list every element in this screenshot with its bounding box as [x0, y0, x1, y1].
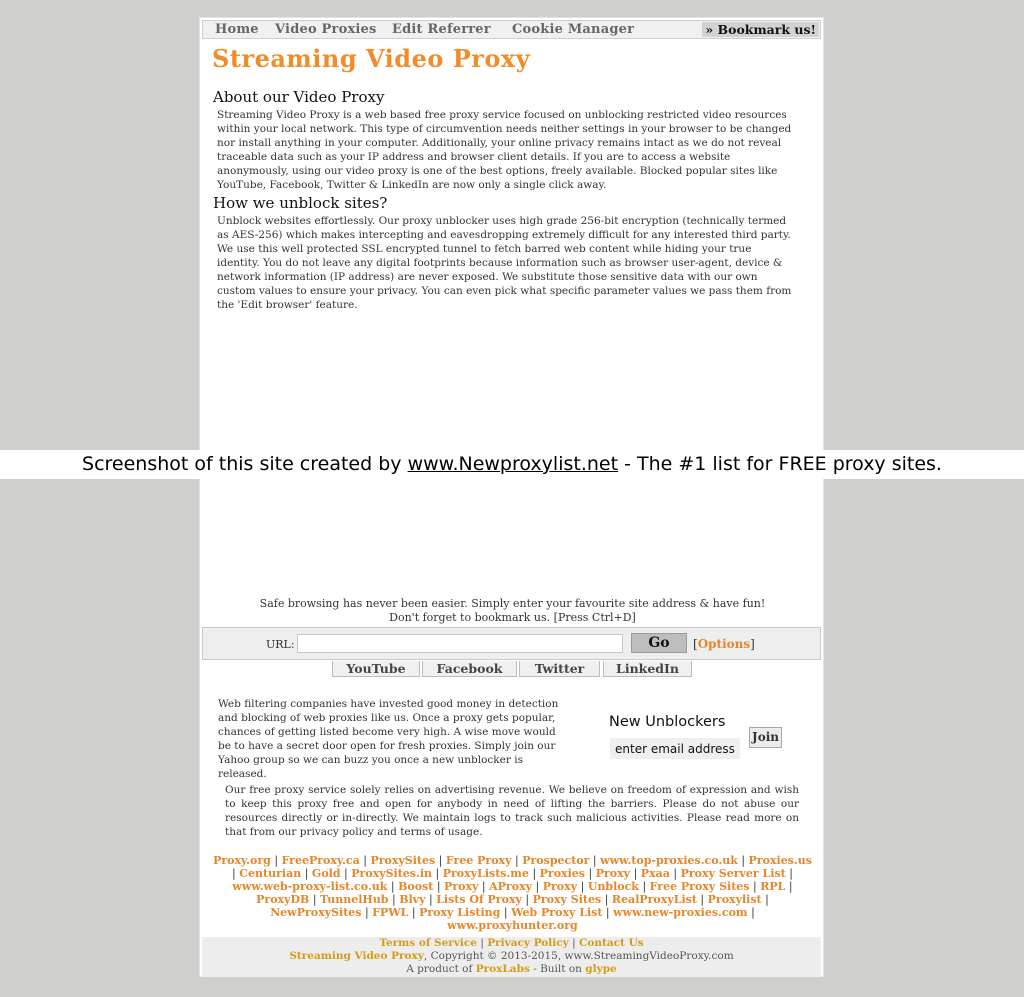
- url-label: URL:: [266, 638, 295, 651]
- proxy-link[interactable]: RPL: [760, 880, 786, 893]
- proxy-link[interactable]: ProxyLists.me: [442, 867, 529, 880]
- proxy-link[interactable]: Centurian: [239, 867, 302, 880]
- proxy-link[interactable]: Proxy Server List: [680, 867, 786, 880]
- how-text: Unblock websites effortlessly. Our proxy unblocker uses high grade 256-bit encryption (technically termed as AES-256) which makes intercepting and eavesdropping extremely difficult for any interested third party. We use this well protected SSL encrypted tunnel to fetch barred web content while hiding your true identity. You do not leave any digital footprints because information such as browser user-agent, device & network information (IP address) are never exposed. We substitute those sensitive data with our own custom values to ensure your privacy. You can even pick what specific parameter values we pass them from the 'Edit browser' feature.: [217, 215, 792, 311]
- url-input[interactable]: [297, 634, 623, 653]
- proxy-link[interactable]: FreeProxy.ca: [281, 854, 360, 867]
- nav-home[interactable]: Home: [215, 22, 259, 37]
- proxy-link[interactable]: Prospector: [522, 854, 590, 867]
- proxy-link-separator: |: [605, 906, 610, 919]
- proxy-link-separator: |: [752, 880, 757, 893]
- proxy-link[interactable]: FPWL: [372, 906, 409, 919]
- quick-link-youtube[interactable]: YouTube: [332, 661, 420, 677]
- proxy-link-separator: |: [532, 867, 537, 880]
- proxy-link-separator: |: [364, 906, 369, 919]
- proxy-link-separator: |: [436, 880, 441, 893]
- site-title: Streaming Video Proxy: [212, 44, 531, 73]
- go-button[interactable]: Go: [631, 633, 687, 653]
- proxy-link-separator: |: [304, 867, 309, 880]
- proxy-link[interactable]: NewProxySites: [270, 906, 362, 919]
- footer-sep-1: |: [480, 937, 484, 949]
- quick-link-facebook[interactable]: Facebook: [422, 661, 517, 677]
- nav-video-proxies[interactable]: Video Proxies: [275, 22, 377, 37]
- proxy-link-separator: |: [788, 880, 793, 893]
- proxy-link-separator: |: [580, 880, 585, 893]
- proxy-link-separator: |: [344, 867, 348, 880]
- proxy-link[interactable]: Proxy Sites: [532, 893, 602, 906]
- proxy-link[interactable]: www.proxyhunter.org: [447, 919, 578, 932]
- proxy-link-separator: |: [592, 854, 597, 867]
- proxy-link[interactable]: Blvy: [399, 893, 426, 906]
- proxy-link-separator: |: [741, 854, 746, 867]
- proxy-link-separator: |: [751, 906, 755, 919]
- tagline-line-1: Safe browsing has never been easier. Simply enter your favourite site address & have fun!: [259, 597, 766, 610]
- privacy-link[interactable]: Privacy Policy: [487, 937, 569, 949]
- proxy-link[interactable]: Pxaa: [640, 867, 670, 880]
- contact-link[interactable]: Contact Us: [579, 937, 644, 949]
- proxy-link-separator: |: [535, 880, 540, 893]
- how-heading: How we unblock sites?: [213, 194, 388, 212]
- proxy-link-separator: |: [789, 867, 793, 880]
- proxy-link[interactable]: Proxies: [539, 867, 585, 880]
- page-container: [199, 17, 824, 977]
- options-wrapper: [693, 637, 755, 651]
- footer-built-on: - Built on: [529, 963, 586, 975]
- new-unblockers-heading: New Unblockers: [609, 714, 726, 730]
- tagline: [200, 597, 825, 625]
- proxy-link-separator: |: [503, 906, 508, 919]
- proxy-link-separator: |: [515, 854, 519, 867]
- options-link[interactable]: Options: [697, 637, 751, 651]
- banner-link[interactable]: www.Newproxylist.net: [407, 453, 619, 475]
- proxy-link[interactable]: ProxySites.in: [351, 867, 433, 880]
- proxy-link-separator: |: [428, 893, 433, 906]
- banner-suffix: - The #1 list for FREE proxy sites.: [618, 453, 942, 475]
- proxy-link-separator: |: [642, 880, 647, 893]
- banner-prefix: Screenshot of this site created by: [82, 453, 408, 475]
- group-text: Web filtering companies have invested good money in detection and blocking of web proxies like us. Once a proxy gets popular, chances of getting listed become very high. A wise move would be to have a secret door open for fresh proxies. Simply join our Yahoo group so we can buzz you once a new unblocker is released.: [218, 698, 559, 780]
- proxy-link[interactable]: Unblock: [587, 880, 639, 893]
- screenshot-banner: [0, 450, 1024, 479]
- revenue-text: Our free proxy service solely relies on advertising revenue. We believe on freedom of expression and wish to keep this proxy free and open for anybody in need of lifting the barriers. Please do not abuse our resources directly or in-directly. We maintain logs to track such malicious activities. Please read more on that from our privacy policy and terms of usage.: [225, 784, 799, 838]
- proxy-link[interactable]: ProxyDB: [256, 893, 310, 906]
- proxy-link-separator: |: [481, 880, 486, 893]
- proxy-link-separator: |: [700, 893, 705, 906]
- proxy-link[interactable]: AProxy: [489, 880, 533, 893]
- bookmark-button[interactable]: » Bookmark us!: [702, 22, 819, 37]
- proxy-link-separator: |: [633, 867, 638, 880]
- proxy-link-separator: |: [604, 893, 609, 906]
- top-nav: [202, 20, 821, 39]
- footer-product-prefix: A product of: [406, 963, 476, 975]
- footer-copyright-row: [202, 950, 821, 963]
- proxy-link[interactable]: Free Proxy Sites: [649, 880, 750, 893]
- proxy-link[interactable]: Free Proxy: [445, 854, 512, 867]
- proxy-link-separator: |: [525, 893, 530, 906]
- proxy-link-separator: |: [588, 867, 593, 880]
- proxy-links: [210, 854, 815, 932]
- nav-cookie-manager[interactable]: Cookie Manager: [512, 22, 635, 37]
- proxy-link[interactable]: ProxySites: [370, 854, 436, 867]
- proxy-link-separator: |: [363, 854, 367, 867]
- quick-link-twitter[interactable]: Twitter: [519, 661, 600, 677]
- proxy-link-separator: |: [765, 893, 769, 906]
- proxy-link-separator: |: [232, 867, 236, 880]
- proxy-link[interactable]: Proxy.org: [213, 854, 271, 867]
- url-bar: [202, 627, 821, 660]
- proxy-link-separator: |: [673, 867, 678, 880]
- proxy-link[interactable]: www.new-proxies.com: [613, 906, 748, 919]
- footer-product-row: [202, 963, 821, 976]
- proxy-link[interactable]: www.top-proxies.co.uk: [600, 854, 738, 867]
- options-bracket-open: [: [693, 637, 698, 651]
- proxy-link[interactable]: Proxy Listing: [419, 906, 501, 919]
- proxy-link-separator: |: [438, 854, 443, 867]
- proxy-link-separator: |: [274, 854, 279, 867]
- proxy-link[interactable]: Gold: [311, 867, 341, 880]
- proxy-link[interactable]: RealProxyList: [611, 893, 697, 906]
- proxy-link[interactable]: Web Proxy List: [511, 906, 603, 919]
- options-bracket-close: ]: [750, 637, 755, 651]
- footer-sep-2: |: [572, 937, 576, 949]
- proxy-link-separator: |: [435, 867, 440, 880]
- proxlabs-link[interactable]: ProxLabs: [475, 963, 530, 975]
- proxy-link-separator: |: [411, 906, 416, 919]
- proxy-link[interactable]: Proxy: [542, 880, 578, 893]
- footer-copyright: , Copyright © 2013-2015, www.StreamingVideoProxy.com: [423, 950, 734, 962]
- proxy-link[interactable]: Proxy: [595, 867, 631, 880]
- proxy-link[interactable]: Proxies.us: [748, 854, 812, 867]
- glype-link[interactable]: glype: [585, 963, 617, 975]
- join-button[interactable]: Join: [749, 727, 782, 748]
- proxy-link-separator: |: [312, 893, 317, 906]
- email-input[interactable]: [610, 738, 740, 759]
- footer-links-row: [202, 937, 821, 950]
- quick-link-linkedin[interactable]: LinkedIn: [603, 661, 692, 677]
- footer: [202, 937, 821, 977]
- footer-brand-link[interactable]: Streaming Video Proxy: [289, 950, 424, 962]
- proxy-link[interactable]: Boost: [398, 880, 434, 893]
- proxy-link[interactable]: www.web-proxy-list.co.uk: [232, 880, 388, 893]
- proxy-link[interactable]: Proxy: [444, 880, 479, 893]
- proxy-link-separator: |: [390, 880, 395, 893]
- tagline-line-2: Don't forget to bookmark us. [Press Ctrl+D]: [389, 611, 636, 624]
- nav-edit-referrer[interactable]: Edit Referrer: [392, 22, 491, 37]
- about-heading: About our Video Proxy: [213, 88, 385, 106]
- terms-link[interactable]: Terms of Service: [379, 937, 477, 949]
- proxy-link[interactable]: Lists Of Proxy: [436, 893, 522, 906]
- proxy-link[interactable]: TunnelHub: [320, 893, 389, 906]
- proxy-link[interactable]: Proxylist: [707, 893, 762, 906]
- proxy-link-separator: |: [391, 893, 396, 906]
- about-text: Streaming Video Proxy is a web based free proxy service focused on unblocking restricted video resources within your local network. This type of circumvention needs neither settings in your browser to be changed nor install anything in your computer. Additionally, your online privacy remains intact as we do not reveal traceable data such as your IP address and browser client details. If you are to access a website anonymously, using our video proxy is one of the best options, freely available. Blocked popular sites like YouTube, Facebook, Twitter & LinkedIn are now only a single click away.: [217, 109, 792, 191]
